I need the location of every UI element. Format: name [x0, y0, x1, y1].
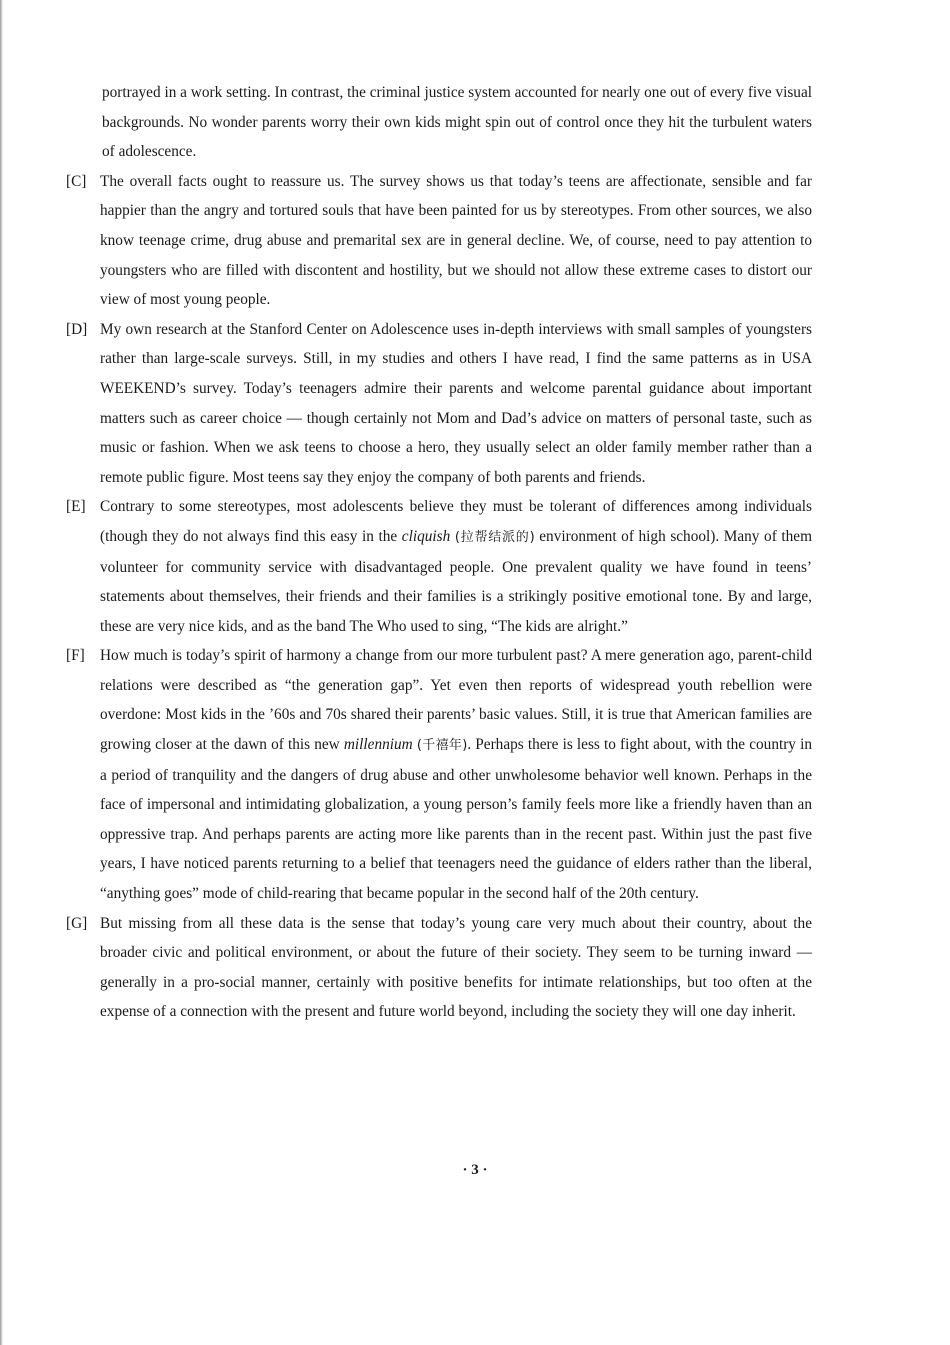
paragraph-text-before: Contrary to some stereotypes, most adolescents believe they must be tolerant of differences among individuals (though they do not always find this easy in the: [100, 498, 812, 545]
paragraph-label: [C]: [66, 172, 87, 190]
paragraph-text: But missing from all these data is the sense that today’s young care very much about their country, about the broader civic and political environment, or about the future of their society. They seem to be turning inward — generally in a pro-social manner, certainly with positive benefits for intimate relationships, but too often at the expense of a connection with the present and future world beyond, including the society they will one day inherit.: [100, 914, 812, 1021]
chinese-gloss: (千禧年): [416, 738, 468, 754]
paragraph-text-before: How much is today’s spirit of harmony a change from our more turbulent past? A mere generation ago, parent-child relations were described as “the generation gap”. Yet even then reports of widespread youth rebellion were overdone: Most kids in the ’60s and 70s shared their parents’ basic values. Still, it is true that American families are growing closer at the dawn of this new: [100, 647, 812, 754]
paragraph-text: portrayed in a work setting. In contrast, the criminal justice system accounted for nearly one out of every five visual backgrounds. No wonder parents worry their own kids might spin out of control once they hit the turbulent waters of adolescence.: [102, 84, 812, 161]
paragraph-text-after: environment of high school). Many of them volunteer for community service with disadvantaged people. One prevalent quality we have found in teens’ statements about themselves, their friends and their families is a strikingly positive emotional tone. By and large, these are very nice kids, and as the band The Who used to sing, “The kids are alright.”: [100, 527, 812, 635]
paragraph-g: [62, 909, 812, 1027]
paragraph-text: My own research at the Stanford Center on Adolescence uses in-depth interviews with small samples of youngsters rather than large-scale surveys. Still, in my studies and others I have read, I find the same patterns as in USA WEEKEND’s survey. Today’s teenagers admire their parents and welcome parental guidance about important matters such as career choice — though certainly not Mom and Dad’s advice on matters of personal taste, such as music or fashion. When we ask teens to choose a hero, they usually select an older family member rather than a remote public figure. Most teens say they enjoy the company of both parents and friends.: [100, 320, 812, 486]
paragraph-label: [E]: [66, 498, 86, 516]
page-number: · 3 ·: [462, 1162, 488, 1178]
paragraph-text-after: . Perhaps there is less to fight about, with the country in a period of tranquility and the dangers of drug abuse and other unwholesome behavior well known. Perhaps in the face of impersonal and intimidating globalization, a young person’s family feels more like a friendly haven than an oppressive trap. And perhaps parents are acting more like parents than in the recent past. Within just the past five years, I have noticed parents returning to a belief that teenagers need the guidance of elders rather than the liberal, “anything goes” mode of child-rearing that became popular in the second half of the 20th century.: [100, 736, 812, 903]
paragraph-e: [62, 492, 812, 641]
paragraph-label: [F]: [66, 647, 85, 665]
paragraph-text: The overall facts ought to reassure us. The survey shows us that today’s teens are affectionate, sensible and far happier than the angry and tortured souls that have been painted for us by stereotypes. From other sources, we also know teenage crime, drug abuse and premarital sex are in general decline. We, of course, need to pay attention to youngsters who are filled with discontent and hostility, but we should not allow these extreme cases to distort our view of most young people.: [100, 172, 812, 309]
exam-passage: [62, 78, 812, 1027]
italic-term: cliquish: [401, 527, 451, 545]
chinese-gloss: (拉帮结派的): [454, 529, 535, 545]
page-binding-edge: [0, 0, 3, 1345]
paragraph-d: [62, 315, 812, 493]
paragraph-continued: [62, 78, 812, 167]
paragraph-label: [D]: [66, 320, 88, 338]
italic-term: millennium: [343, 736, 413, 754]
paragraph-f: [62, 641, 812, 908]
paragraph-label: [G]: [66, 914, 88, 932]
paragraph-c: [62, 167, 812, 315]
